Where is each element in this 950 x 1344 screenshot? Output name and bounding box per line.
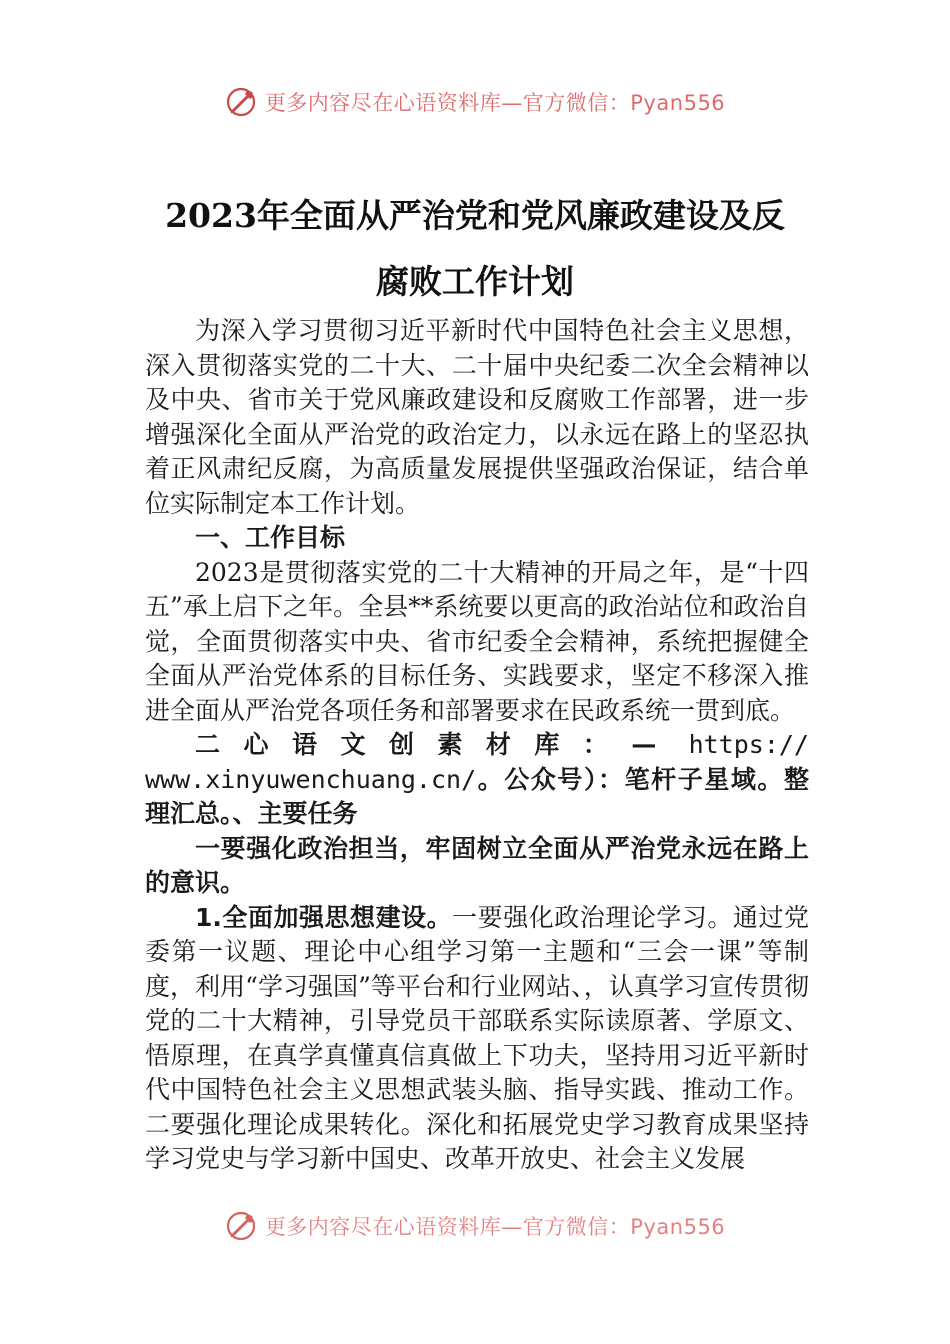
item1-label: 1.全面加强思想建设。	[195, 902, 453, 932]
section-heading-goals: 一、工作目标	[195, 523, 346, 552]
inserted-ad-head: 二心语文创素材库：—	[195, 730, 657, 759]
inserted-ad-tail: 。公众号）：笔杆子星域。整理汇总。、主要任务	[145, 764, 809, 828]
inserted-ad-line	[145, 728, 809, 763]
page-title-line-1: 2023年全面从严治党和党风廉政建设及反	[165, 196, 785, 235]
page-title-line-2: 腐败工作计划	[376, 262, 574, 301]
item1-paragraph	[145, 901, 809, 1177]
task1-heading: 一要强化政治担当，牢固树立全面从严治党永远在路上的意识。	[145, 833, 809, 897]
intro-paragraph: 为深入学习贯彻习近平新时代中国特色社会主义思想，深入贯彻落实党的二十大、二十届中央纪委二次全会精神以及中央、省市关于党风廉政建设和反腐败工作部署，进一步增强深化全面从严治党的政治定力，以永远在路上的坚忍执着正风肃纪反腐，为高质量发展提供坚强政治保证，结合单位实际制定本工作计划。	[145, 316, 809, 518]
inserted-url-part-2: www.xinyuwenchuang.cn/	[145, 764, 477, 794]
goal-paragraph: 2023是贯彻落实党的二十大精神的开局之年，是“十四五”承上启下之年。全县**系统要以更高的政治站位和政治自觉，全面贯彻落实中央、省市纪委全会精神，系统把握健全全面从严治党体系的目标任务、实践要求，坚定不移深入推进全面从严治党各项任务和部署要求在民政系统一贯到底。	[145, 557, 809, 725]
pen-logo-icon	[225, 85, 259, 119]
watermark-text: 更多内容尽在心语资料库—官方微信：Pyan556	[264, 91, 726, 115]
footer-watermark	[0, 1208, 950, 1244]
inserted-ad-continued	[145, 763, 809, 832]
pen-logo-icon	[225, 1209, 259, 1243]
header-watermark	[0, 84, 950, 120]
document-body	[145, 314, 809, 1177]
watermark-text: 更多内容尽在心语资料库—官方微信：Pyan556	[264, 1215, 726, 1239]
item1-text: 一要强化政治理论学习。通过党委第一议题、理论中心组学习第一主题和“三会一课”等制度，利用“学习强国”等平台和行业网站、，认真学习宣传贯彻党的二十大精神，引导党员干部联系实际读原著、学原文、悟原理，在真学真懂真信真做上下功夫，坚持用习近平新时代中国特色社会主义思想武装头脑、指导实践、推动工作。二要强化理论成果转化。深化和拓展党史学习教育成果坚持学习党史与学习新中国史、改革开放史、社会主义发展	[145, 902, 809, 1173]
inserted-url-part-1: https://	[688, 730, 809, 759]
